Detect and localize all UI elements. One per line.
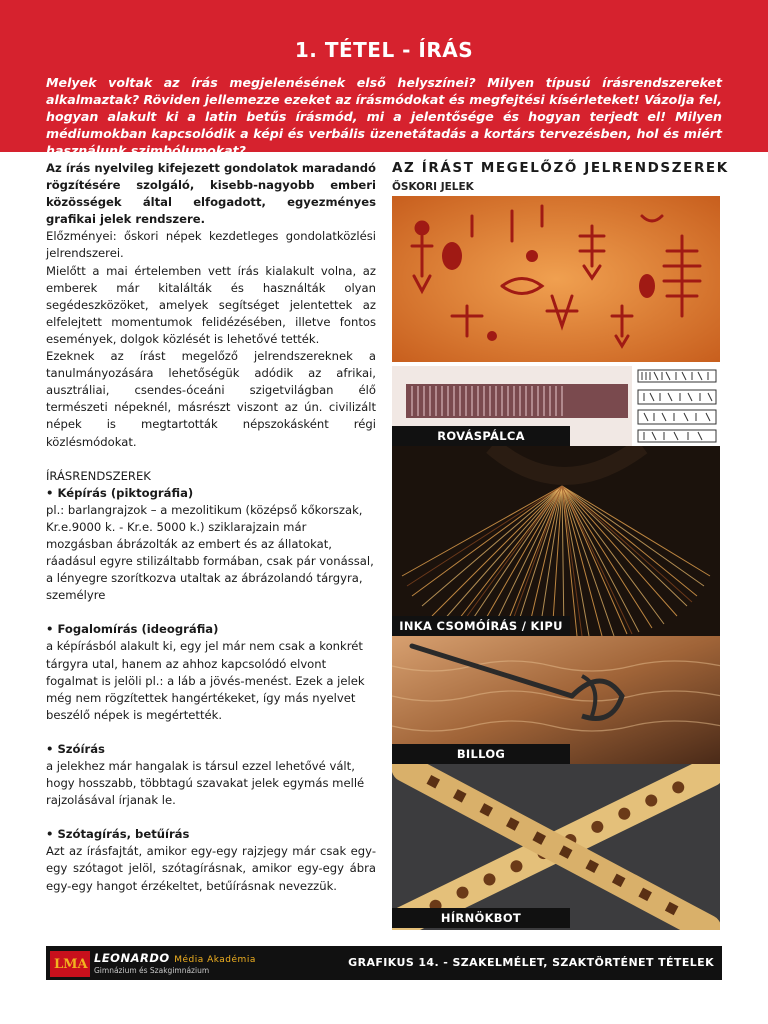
antecedents-text: Előzményei: őskori népek kezdetleges gondolatközlési jelrendszerei. [46, 229, 376, 261]
study-text: Ezeknek az írást megelőző jelrendszereknek a tanulmányozására lehetőségük adódik az afrikai, ausztráliai, csendes-óceáni szigetvilágban élő természeti népeknél, másrészt viszont az ún. civilizált népek is megtartották népszokásként régi közlésmódokat. [46, 349, 376, 449]
hirnokbot-image [392, 764, 720, 930]
footer-brand [94, 951, 256, 965]
page-title: 1. TÉTEL - ÍRÁS [294, 38, 474, 62]
header-banner [0, 0, 768, 158]
footer-brand-name: LEONARDO [94, 951, 170, 965]
pictography-title: • Képírás (piktográfia) [46, 485, 194, 500]
word-writing-text: a jelekhez már hangalak is társul ezzel lehetővé vált, hogy hosszabb, többtagú szavakat jelek egymás mellé rajzolásával írjanak le. [46, 759, 365, 808]
before-writing-text: Mielőtt a mai értelemben vett írás kialakult volna, az emberek már kitalálták és használták olyan segédeszközöket, amelyek segítséget jelentettek az elfelejtett momentumok felidézésében, illetve fontos események, dolgok közlését is lehetővé tették. [46, 263, 376, 346]
ideography-text: a képírásból alakult ki, egy jel már nem csak a konkrét tárgyra utal, hanem az ahhoz kapcsolódó elvont fogalmat is jelöli pl.: a láb a jövés-menést. Ezek a jelek még nem rögzítettek hangértékeket, így más nyelvet beszélő népek is megértették. [46, 639, 365, 722]
kipu-image [392, 446, 720, 636]
caption-kipu: INKA CSOMÓÍRÁS / KIPU [392, 616, 570, 636]
caption-rovaspalca: ROVÁSPÁLCA [392, 426, 570, 446]
rovaspalca-image [392, 366, 720, 446]
word-writing-title: • Szóírás [46, 741, 105, 756]
caption-hirnokbot: HÍRNÖKBOT [392, 908, 570, 928]
syllable-writing-title: • Szótagírás, betűírás [46, 827, 190, 842]
footer-course-title: GRAFIKUS 14. - SZAKELMÉLET, SZAKTÖRTÉNET TÉTELEK [348, 956, 714, 969]
right-section-subtitle: ŐSKORI JELEK [392, 181, 474, 193]
definition-text: Az írás nyelvileg kifejezett gondolatok maradandó rögzítésére szolgáló, kisebb-nagyobb emberi közösségek által elfogadott, egyezményes grafikai jelek rendszere. [46, 161, 376, 227]
billog-image [392, 636, 720, 764]
footer-school: Gimnázium és Szakgimnázium [94, 966, 210, 975]
systems-heading: ÍRÁSRENDSZEREK [46, 468, 151, 483]
pictography-text: pl.: barlangrajzok – a mezolitikum (középső kőkorszak, Kr.e.9000 k. - Kr.e. 5000 k.) sziklarajzain már mozgásban ábrázolták az embert és az állatokat, ráadásul egyre stilizáltabb formában, csak pár vonással, a lényegre szorítkozva utaltak az ábrázolandó tárgyra, személyre [46, 502, 374, 603]
caption-billog: BILLOG [392, 744, 570, 764]
lma-logo-text: LMA [54, 957, 88, 972]
right-section-title: AZ ÍRÁST MEGELŐZŐ JELRENDSZEREK [392, 160, 729, 176]
syllable-writing-text: Azt az írásfajtát, amikor egy-egy rajzjegy már csak egy-egy szótagot jelöl, szótagírásnak, amikor egy-egy ábra egy-egy hangot érzékeltet, betűírásnak nevezzük. [46, 844, 376, 893]
footer-brand-sub: Média Akadémia [174, 955, 256, 965]
left-column [46, 160, 376, 895]
footer-bar [46, 946, 722, 980]
lma-logo [50, 951, 90, 977]
intro-questions: Melyek voltak az írás megjelenésének első helyszínei? Milyen típusú írásrendszereket alkalmaztak? Röviden jellemezze ezeket az írásmódokat és megfejtési kísérleteket! Vázolja fel, hogyan alakult ki a latin betűs írásmód, mi a jelentősége és hogyan terjedt el! Milyen médiumokban kapcsolódik a képi és verbális üzenetátadás a kortárs tervezésben, hol és miért használunk szimbólumokat? [46, 75, 722, 158]
cave-painting-image [392, 196, 720, 362]
ideography-title: • Fogalomírás (ideográfia) [46, 622, 219, 637]
